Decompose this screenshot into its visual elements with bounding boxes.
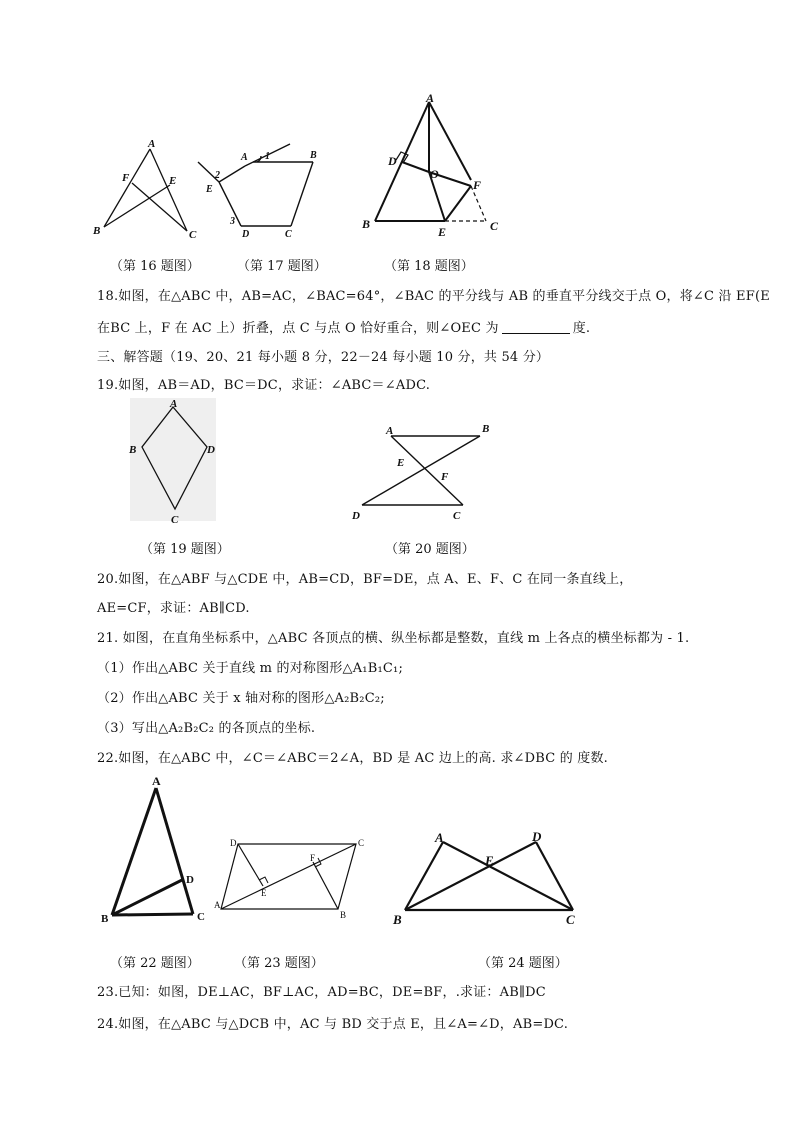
question-19: 19.如图，AB＝AD，BC＝DC，求证：∠ABC＝∠ADC. (97, 378, 431, 393)
figure-23 (212, 836, 372, 926)
question-22: 22.如图，在△ABC 中，∠C＝∠ABC＝2∠A，BD 是 AC 边上的高. 求∠DBC 的 度数. (97, 751, 608, 766)
question-18-line2 (97, 317, 590, 336)
label-a: A (241, 152, 248, 163)
label-b: B (101, 913, 109, 925)
figure-24 (385, 826, 595, 936)
question-24: 24.如图，在△ABC 与△DCB 中，AC 与 BD 交于点 E，且∠A=∠D，AB=DC. (97, 1017, 569, 1032)
label-o: O (430, 167, 439, 181)
label-a: A (426, 91, 435, 105)
label-1: 1 (265, 151, 270, 162)
question-23: 23.已知：如图，DE⊥AC，BF⊥AC，AD=BC，DE=BF，.求证：AB∥DC (97, 985, 546, 1000)
label-c: C (358, 838, 365, 848)
label-b: B (310, 150, 317, 161)
question-18-text: 在BC 上，F 在 AC 上）折叠，点 C 与点 O 恰好重合，则∠OEC 为 (97, 321, 499, 336)
section-3-heading: 三、解答题（19、20、21 每小题 8 分，22－24 每小题 10 分，共 54 分） (97, 350, 550, 365)
label-f: F (310, 853, 316, 863)
question-21-part2: （2）作出△ABC 关于 x 轴对称的图形△A₂B₂C₂; (97, 691, 385, 706)
figure-22 (95, 772, 215, 932)
label-c: C (566, 912, 575, 927)
label-c: C (171, 514, 179, 526)
label-b: B (340, 910, 347, 920)
label-e: E (169, 175, 177, 187)
label-e: E (261, 888, 267, 898)
label-b: B (482, 423, 490, 435)
label-a: A (214, 900, 221, 910)
label-d: D (230, 838, 237, 848)
question-20-line2: AE=CF，求证：AB∥CD. (97, 601, 250, 616)
label-a: A (386, 425, 394, 437)
figure-19 (125, 395, 225, 530)
label-f: F (441, 471, 449, 483)
label-d: D (242, 229, 250, 240)
label-a: A (152, 774, 161, 788)
label-c: C (490, 219, 499, 233)
label-f: F (473, 178, 482, 192)
label-d: D (207, 444, 215, 456)
question-18-line1: 18.如图，在△ABC 中，AB=AC，∠BAC=64°，∠BAC 的平分线与 AB 的垂直平分线交于点 O，将∠C 沿 EF(E (97, 289, 770, 304)
figure-18 (355, 90, 515, 240)
label-a: A (170, 398, 178, 410)
caption-fig19: （第 19 题图） (140, 542, 230, 557)
label-a: A (435, 830, 444, 845)
figure-17 (195, 140, 345, 245)
label-d: D (352, 510, 360, 522)
label-e: E (438, 225, 447, 239)
label-c: C (189, 229, 197, 241)
question-20-line1: 20.如图，在△ABF 与△CDE 中，AB=CD，BF=DE，点 A、E、F、C 在同一条直线上， (97, 572, 633, 587)
label-2: 2 (215, 170, 220, 181)
label-d: D (388, 154, 397, 168)
question-18-unit: 度. (572, 321, 591, 336)
caption-fig18: （第 18 题图） (384, 259, 474, 274)
label-b: B (129, 444, 137, 456)
label-b: B (393, 912, 402, 927)
label-d: D (186, 874, 194, 886)
label-f: F (122, 172, 130, 184)
question-21-part1: （1）作出△ABC 关于直线 m 的对称图形△A₁B₁C₁; (97, 661, 404, 676)
answer-blank[interactable] (502, 321, 570, 334)
label-c: C (197, 911, 205, 923)
label-3: 3 (230, 216, 235, 227)
label-e: E (206, 184, 213, 195)
caption-fig24: （第 24 题图） (478, 956, 568, 971)
label-b: B (93, 225, 101, 237)
label-c: C (285, 229, 292, 240)
figure-20 (345, 418, 505, 528)
label-c: C (453, 510, 461, 522)
label-e: E (397, 457, 405, 469)
figure-16 (90, 135, 210, 245)
caption-fig16: （第 16 题图） (110, 259, 200, 274)
question-21-part3: （3）写出△A₂B₂C₂ 的各顶点的坐标. (97, 721, 316, 736)
caption-fig22: （第 22 题图） (110, 956, 200, 971)
label-a: A (148, 138, 156, 150)
caption-fig23: （第 23 题图） (234, 956, 324, 971)
label-d: D (532, 829, 542, 844)
caption-fig20: （第 20 题图） (385, 542, 475, 557)
caption-fig17: （第 17 题图） (237, 259, 327, 274)
label-e: E (485, 853, 494, 868)
question-21-stem: 21. 如图，在直角坐标系中，△ABC 各顶点的横、纵坐标都是整数，直线 m 上各点的横坐标都为 - 1. (97, 631, 690, 646)
label-b: B (362, 217, 371, 231)
